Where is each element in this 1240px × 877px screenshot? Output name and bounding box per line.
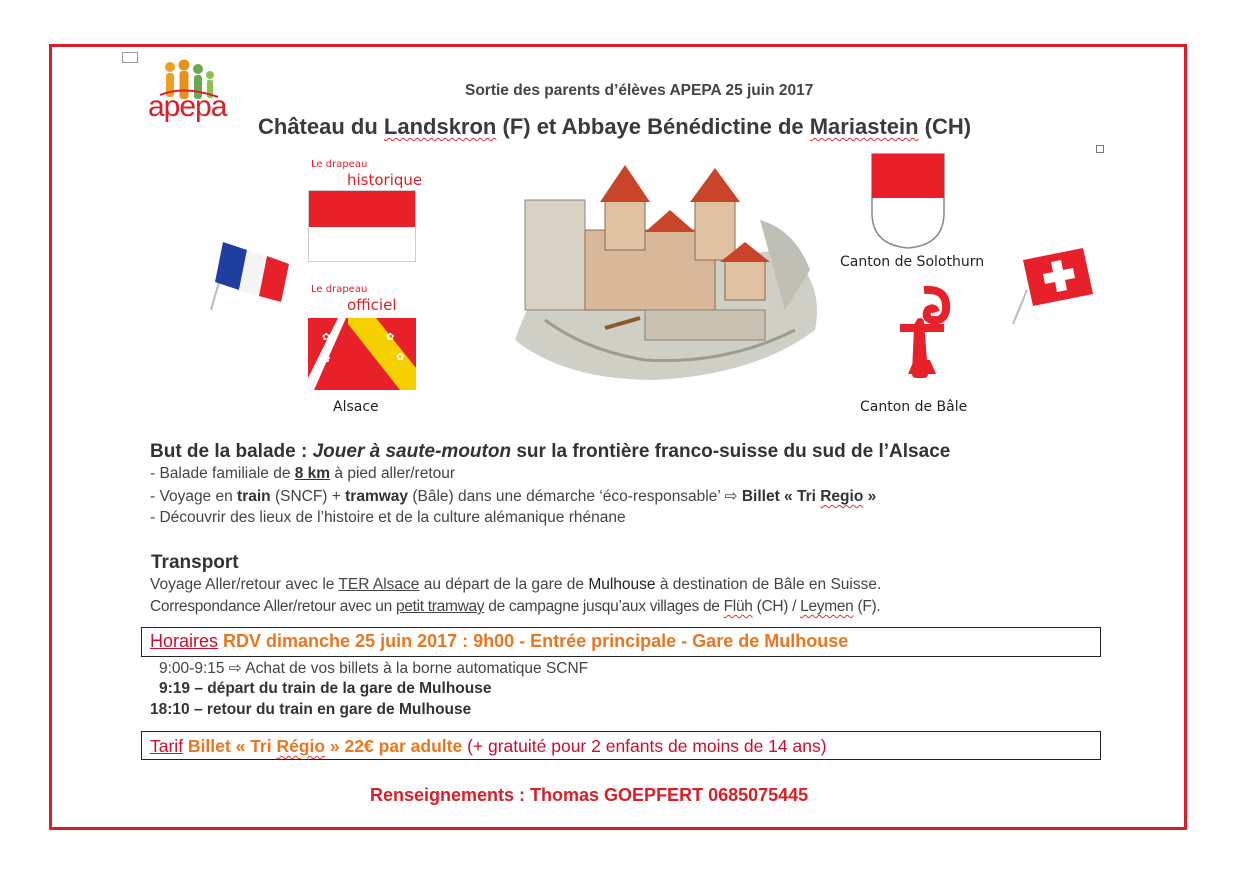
basel-crozier-icon [890,282,954,382]
anchor-marker-icon [1096,145,1104,153]
french-flag-icon [205,238,295,313]
but-line-1: - Balade familiale de 8 km à pied aller/retour [150,465,456,482]
officiel-flag-caption-small: Le drapeau [311,284,368,295]
horaires-line-3: 18:10 – retour du train en gare de Mulhouse [150,701,472,718]
contact-line: Renseignements : Thomas GOEPFERT 0685075445 [370,785,809,805]
but-line-3: - Découvrir des lieux de l’histoire et de la culture alémanique rhénane [150,509,626,526]
svg-text:✿: ✿ [322,354,331,365]
tarif-line: Tarif Billet « Tri Régio » 22€ par adulte (+ gratuité pour 2 enfants de moins de 14 ans) [150,736,827,756]
officiel-flag-caption: officiel [347,296,397,314]
bale-label: Canton de Bâle [860,399,968,415]
svg-text:✿: ✿ [386,332,395,343]
apepa-logo-text: apepa [148,90,227,123]
solothurn-coat-of-arms [871,153,945,249]
alsace-label: Alsace [333,399,379,415]
but-line-2: - Voyage en train (SNCF) + tramway (Bâle) dans une démarche ‘éco-responsable’ ⇨ Billet « Tri Regio » [150,488,877,505]
castle-illustration [505,160,825,390]
svg-text:✿: ✿ [396,352,405,363]
svg-text:✿: ✿ [322,332,331,343]
historique-flag-caption: historique [347,171,423,189]
but-heading: But de la balade : Jouer à saute-mouton sur la frontière franco-suisse du sud de l’Alsace [150,441,951,462]
anchor-marker-icon [122,52,138,63]
alsace-official-flag [308,318,416,390]
transport-line-1: Voyage Aller/retour avec le TER Alsace au départ de la gare de Mulhouse à destination de Bâle en Suisse. [150,576,882,593]
event-subtitle: Sortie des parents d’élèves APEPA 25 juin 2017 [465,82,814,99]
event-title: Château du Landskron (F) et Abbaye Bénédictine de Mariastein (CH) [258,114,972,139]
solothurn-label: Canton de Solothurn [840,254,985,270]
transport-heading: Transport [151,552,239,573]
horaires-heading: Horaires RDV dimanche 25 juin 2017 : 9h00 - Entrée principale - Gare de Mulhouse [150,631,849,651]
swiss-flag-icon [1005,246,1100,326]
historique-flag [308,190,416,262]
horaires-line-1: 9:00-9:15 ⇨ Achat de vos billets à la borne automatique SCNF [159,660,589,677]
horaires-line-2: 9:19 – départ du train de la gare de Mulhouse [159,680,492,697]
transport-line-2: Correspondance Aller/retour avec un petit tramway de campagne jusqu’aux villages de Flüh (CH) / Leymen (F). [150,598,881,615]
historique-flag-caption-small: Le drapeau [311,159,368,170]
